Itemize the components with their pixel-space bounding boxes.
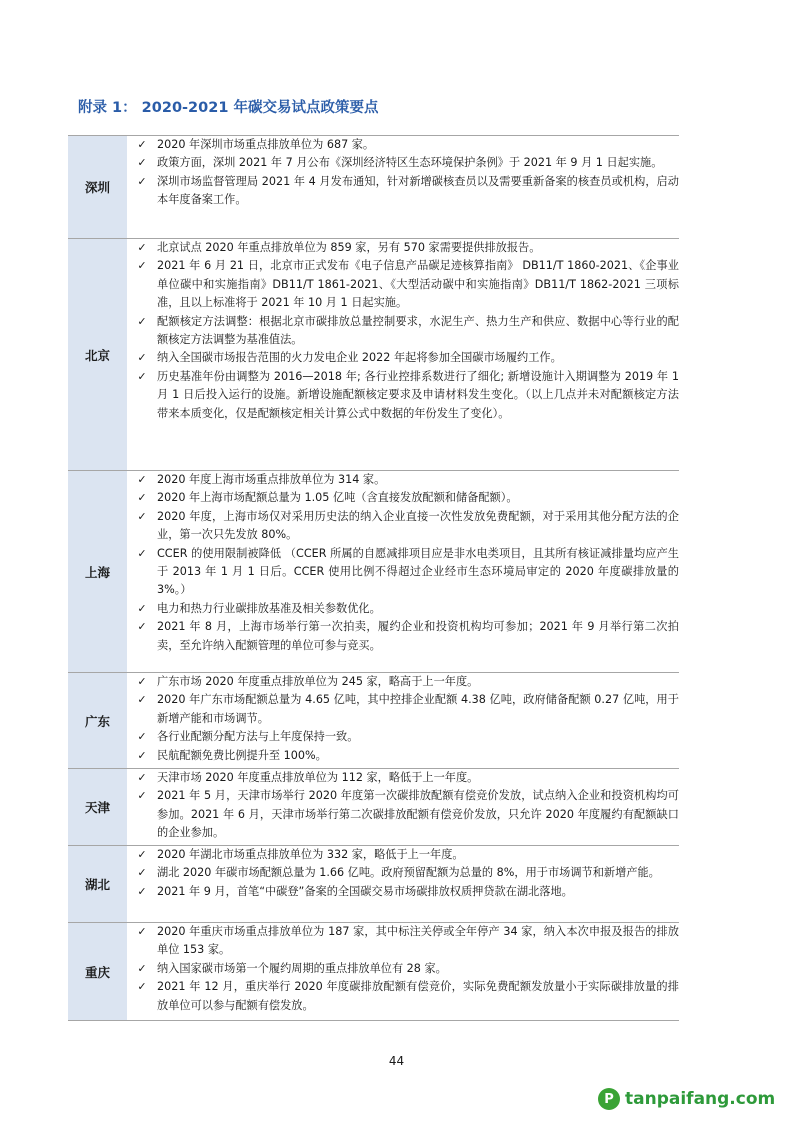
region-name: 北京 <box>68 239 127 471</box>
list-item <box>127 618 679 655</box>
list-item <box>127 368 679 423</box>
item-text: 政策方面，深圳 2021 年 7 月公布《深圳经济特区生态环境保护条例》于 2021 年 9 月 1 日起实施。 <box>157 156 663 170</box>
list-item <box>127 173 679 210</box>
region-items <box>127 846 679 923</box>
item-text: 电力和热力行业碳排放基准及相关参数优化。 <box>157 601 381 615</box>
checkmark-icon: ✓ <box>137 601 147 615</box>
watermark-text: tanpaifang.com <box>625 1089 776 1109</box>
item-text: 广东市场 2020 年度重点排放单位为 245 家，略高于上一年度。 <box>157 675 479 688</box>
checkmark-icon: ✓ <box>137 138 147 151</box>
region-items <box>127 769 679 846</box>
item-text: 2020 年度上海市场重点排放单位为 314 家。 <box>157 473 386 486</box>
checkmark-icon: ✓ <box>137 789 147 803</box>
region-items <box>127 673 679 769</box>
region-name: 上海 <box>68 471 127 673</box>
item-text: 深圳市场监督管理局 2021 年 4 月发布通知，针对新增碳核查员以及需要重新备案的核查员或机构，启动本年度备案工作。 <box>157 174 679 207</box>
item-text: 2020 年湖北市场重点排放单位为 332 家，略低于上一年度。 <box>157 848 464 861</box>
item-text: 2020 年深圳市场重点排放单位为 687 家。 <box>157 138 375 151</box>
item-text: 2020 年度，上海市场仅对采用历史法的纳入企业直接一次性发放免费配额，对于采用其他分配方法的企业，第一次只先发放 80%。 <box>157 509 679 542</box>
region-items <box>127 239 679 471</box>
checkmark-icon: ✓ <box>137 980 147 994</box>
item-text: 2021 年 9 月，首笔“中碳登”备案的全国碳交易市场碳排放权质押贷款在湖北落地。 <box>157 884 573 898</box>
item-text: 历史基准年份由调整为 2016—2018 年; 各行业控排系数进行了细化; 新增设施计入期调整为 2019 年 1 月 1 日后投入运行的设施。新增设施配额核定要求及申请材料发生变化。（以上几点并未对配额核定方法带来本质变化，仅是配额核定相关计算公式中数据的年份发生了变化）。 <box>157 369 679 420</box>
checkmark-icon: ✓ <box>137 314 147 328</box>
watermark-logo <box>598 1088 775 1110</box>
item-text: 2020 年上海市场配额总量为 1.05 亿吨（含直接发放配额和储备配额）。 <box>157 491 518 505</box>
checkmark-icon: ✓ <box>137 174 147 188</box>
region-row <box>68 471 679 673</box>
item-text: 2021 年 12 月，重庆举行 2020 年度碳排放配额有偿竞价，实际免费配额发放量小于实际碳排放量的排放单位可以参与配额有偿发放。 <box>157 980 679 1012</box>
item-text: 配额核定方法调整：根据北京市碳排放总量控制要求，水泥生产、热力生产和供应、数据中心等行业的配额核定方法调整为基准值法。 <box>157 314 679 347</box>
checkmark-icon: ✓ <box>137 491 147 505</box>
list-item <box>127 313 679 350</box>
list-item <box>127 864 679 882</box>
item-text: 2020 年广东市场配额总量为 4.65 亿吨，其中控排企业配额 4.38 亿吨，政府储备配额 0.27 亿吨，用于新增产能和市场调节。 <box>157 693 679 725</box>
list-item <box>127 747 679 765</box>
region-row <box>68 769 679 846</box>
region-row <box>68 136 679 239</box>
item-text: 各行业配额分配方法与上年度保持一致。 <box>157 730 359 744</box>
item-text: 2020 年重庆市场重点排放单位为 187 家，其中标注关停或全年停产 34 家，纳入本次申报及报告的排放单位 153 家。 <box>157 925 679 957</box>
region-name: 天津 <box>68 769 127 846</box>
list-item <box>127 545 679 600</box>
item-text: 湖北 2020 年碳市场配额总量为 1.66 亿吨。政府预留配额为总量的 8%，用于市场调节和新增产能。 <box>157 866 660 880</box>
list-item <box>127 923 679 960</box>
list-item <box>127 883 679 901</box>
list-item <box>127 691 679 728</box>
checkmark-icon: ✓ <box>137 866 147 880</box>
region-items <box>127 923 679 1021</box>
item-text: 民航配额免费比例提升至 100%。 <box>157 748 327 762</box>
list-item <box>127 154 679 172</box>
checkmark-icon: ✓ <box>137 748 147 762</box>
list-item <box>127 489 679 507</box>
page-number: 44 <box>388 1054 405 1068</box>
leaf-logo-icon: P <box>598 1088 620 1110</box>
region-name: 湖北 <box>68 846 127 923</box>
region-row <box>68 846 679 923</box>
region-items <box>127 136 679 239</box>
region-items <box>127 471 679 673</box>
list-item <box>127 769 679 787</box>
checkmark-icon: ✓ <box>137 241 147 254</box>
checkmark-icon: ✓ <box>137 884 147 898</box>
item-text: 2021 年 8 月，上海市场举行第一次拍卖，履约企业和投资机构均可参加；2021 年 9 月举行第二次拍卖，至允许纳入配额管理的单位可参与竞买。 <box>157 620 679 652</box>
page-title: 附录 1： 2020-2021 年碳交易试点政策要点 <box>78 100 379 116</box>
list-item <box>127 600 679 618</box>
list-item <box>127 728 679 746</box>
policy-table <box>68 135 679 1021</box>
region-row <box>68 673 679 769</box>
checkmark-icon: ✓ <box>137 259 147 273</box>
checkmark-icon: ✓ <box>137 925 147 938</box>
checkmark-icon: ✓ <box>137 546 147 560</box>
checkmark-icon: ✓ <box>137 473 147 486</box>
checkmark-icon: ✓ <box>137 693 147 707</box>
item-text: 北京试点 2020 年重点排放单位为 859 家，另有 570 家需要提供排放报告。 <box>157 241 541 254</box>
checkmark-icon: ✓ <box>137 771 147 784</box>
item-text: 2021 年 6 月 21 日，北京市正式发布《电子信息产品碳足迹核算指南》 DB11/T 1860-2021、《企事业单位碳中和实施指南》DB11/T 1861-2021、《大型活动碳中和实施指南》DB11/T 1862-2021 三项标准，且以上标准将于 2021 年 10 月 1 日起实施。 <box>157 259 679 310</box>
list-item <box>127 257 679 312</box>
checkmark-icon: ✓ <box>137 369 147 383</box>
item-text: CCER 的使用限制被降低 （CCER 所属的自愿减排项目应是非水电类项目，且其所有核证减排量均应产生于 2013 年 1 月 1 日后。CCER 使用比例不得超过企业经市生态环境局审定的 2020 年度碳排放量的 3%。） <box>157 546 679 597</box>
list-item <box>127 239 679 257</box>
item-text: 2021 年 5 月，天津市场举行 2020 年度第一次碳排放配额有偿竞价发放，试点纳入企业和投资机构均可参加。2021 年 6 月，天津市场举行第二次碳排放配额有偿竞价发放，只允许 2020 年度履约有配额缺口的企业参加。 <box>157 789 679 840</box>
checkmark-icon: ✓ <box>137 156 147 170</box>
item-text: 纳入全国碳市场报告范围的火力发电企业 2022 年起将参加全国碳市场履约工作。 <box>157 351 562 365</box>
region-name: 广东 <box>68 673 127 769</box>
region-name: 深圳 <box>68 136 127 239</box>
checkmark-icon: ✓ <box>137 351 147 365</box>
region-row <box>68 923 679 1021</box>
list-item <box>127 673 679 691</box>
region-row <box>68 239 679 471</box>
list-item <box>127 846 679 864</box>
list-item <box>127 960 679 978</box>
checkmark-icon: ✓ <box>137 730 147 744</box>
checkmark-icon: ✓ <box>137 509 147 523</box>
checkmark-icon: ✓ <box>137 961 147 975</box>
list-item <box>127 471 679 489</box>
list-item <box>127 787 679 842</box>
checkmark-icon: ✓ <box>137 848 147 861</box>
list-item <box>127 978 679 1015</box>
checkmark-icon: ✓ <box>137 675 147 688</box>
region-name: 重庆 <box>68 923 127 1021</box>
item-text: 纳入国家碳市场第一个履约周期的重点排放单位有 28 家。 <box>157 961 447 975</box>
checkmark-icon: ✓ <box>137 620 147 634</box>
item-text: 天津市场 2020 年度重点排放单位为 112 家，略低于上一年度。 <box>157 771 479 784</box>
list-item <box>127 349 679 367</box>
list-item <box>127 508 679 545</box>
list-item <box>127 136 679 154</box>
